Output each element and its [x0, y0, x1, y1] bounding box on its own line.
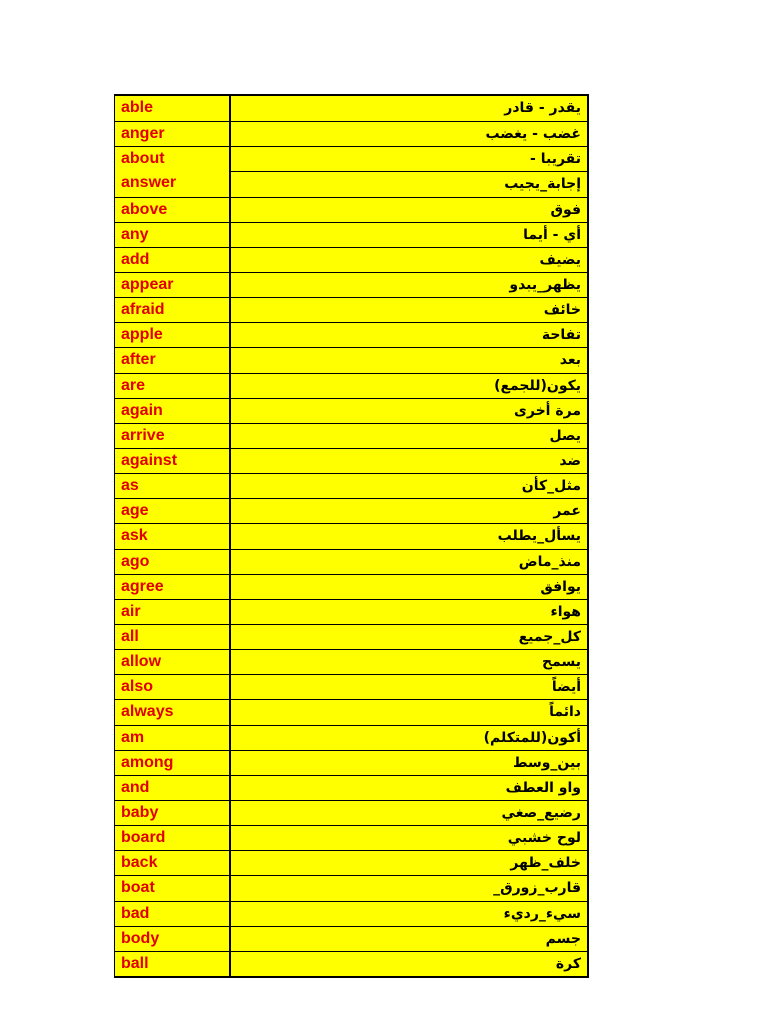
english-word: am	[115, 726, 229, 750]
arabic-translation: يكون(للجمع)	[229, 374, 587, 398]
arabic-translation: أي - أيما	[229, 223, 587, 247]
arabic-translation: أكون(للمتكلم)	[229, 726, 587, 750]
english-word: ago	[115, 550, 229, 574]
english-word: also	[115, 675, 229, 699]
english-word: always	[115, 700, 229, 724]
vocab-row	[115, 800, 587, 825]
english-word: age	[115, 499, 229, 523]
vocab-row	[115, 197, 587, 222]
arabic-translation: كرة	[229, 952, 587, 976]
arabic-translation: يوافق	[229, 575, 587, 599]
arabic-translation: خائف	[229, 298, 587, 322]
english-word: board	[115, 826, 229, 850]
arabic-translation: فوق	[229, 198, 587, 222]
arabic-translation: غضب - يغضب	[229, 122, 587, 146]
arabic-translation: خلف_ظهر	[229, 851, 587, 875]
english-word: arrive	[115, 424, 229, 448]
vocab-row	[115, 951, 587, 976]
vocab-row	[115, 121, 587, 146]
vocab-row	[115, 674, 587, 699]
english-word: air	[115, 600, 229, 624]
english-word: body	[115, 927, 229, 951]
arabic-translation: بين_وسط	[229, 751, 587, 775]
vocabulary-table	[114, 94, 589, 978]
arabic-translation: أيضاً	[229, 675, 587, 699]
vocab-row	[115, 624, 587, 649]
english-word: allow	[115, 650, 229, 674]
english-word: anger	[115, 122, 229, 146]
arabic-translation: رضيع_صغي	[229, 801, 587, 825]
arabic-translation: يظهر_يبدو	[229, 273, 587, 297]
vocab-row	[115, 850, 587, 875]
english-word: any	[115, 223, 229, 247]
english-word: afraid	[115, 298, 229, 322]
vocab-row	[115, 523, 587, 548]
arabic-translation: يضيف	[229, 248, 587, 272]
vocab-row	[115, 825, 587, 850]
vocab-row	[115, 322, 587, 347]
arabic-translation: مثل_كأن	[229, 474, 587, 498]
vocab-row	[115, 347, 587, 372]
arabic-translation: يصل	[229, 424, 587, 448]
vocab-row	[115, 247, 587, 272]
english-word: bad	[115, 902, 229, 926]
arabic-translation: بعد	[229, 348, 587, 372]
vocab-row	[115, 699, 587, 724]
vocab-row	[115, 171, 587, 196]
vocab-row	[115, 146, 587, 171]
english-word: about	[115, 147, 229, 171]
arabic-translation: منذ_ماض	[229, 550, 587, 574]
vocab-row	[115, 599, 587, 624]
vocab-row	[115, 775, 587, 800]
arabic-translation: واو العطف	[229, 776, 587, 800]
english-word: again	[115, 399, 229, 423]
arabic-translation: جسم	[229, 927, 587, 951]
arabic-translation: مرة أخرى	[229, 399, 587, 423]
arabic-translation: ضد	[229, 449, 587, 473]
arabic-translation: تقريبا -	[229, 147, 587, 171]
arabic-translation: قارب_زورق_	[229, 876, 587, 900]
arabic-translation: يسمح	[229, 650, 587, 674]
vocab-row	[115, 448, 587, 473]
english-word: boat	[115, 876, 229, 900]
arabic-translation: كل_جميع	[229, 625, 587, 649]
vocab-row	[115, 549, 587, 574]
vocab-row	[115, 649, 587, 674]
english-word: and	[115, 776, 229, 800]
arabic-translation: سيء_رديء	[229, 902, 587, 926]
english-word: ball	[115, 952, 229, 976]
vocab-row	[115, 498, 587, 523]
english-word: add	[115, 248, 229, 272]
vocab-row	[115, 725, 587, 750]
arabic-translation: يقدر - قادر	[229, 96, 587, 121]
vocab-row	[115, 875, 587, 900]
vocab-row	[115, 398, 587, 423]
vocab-row	[115, 222, 587, 247]
english-word: baby	[115, 801, 229, 825]
vocab-row	[115, 373, 587, 398]
english-word: ask	[115, 524, 229, 548]
vocab-row	[115, 96, 587, 121]
english-word: able	[115, 96, 229, 121]
arabic-translation: يسأل_يطلب	[229, 524, 587, 548]
english-word: are	[115, 374, 229, 398]
english-word: all	[115, 625, 229, 649]
english-word: after	[115, 348, 229, 372]
english-word: agree	[115, 575, 229, 599]
english-word: apple	[115, 323, 229, 347]
vocab-row	[115, 901, 587, 926]
vocab-row	[115, 473, 587, 498]
english-word: above	[115, 198, 229, 222]
vocab-row	[115, 574, 587, 599]
vocab-row	[115, 926, 587, 951]
english-word: among	[115, 751, 229, 775]
english-word: as	[115, 474, 229, 498]
english-word: appear	[115, 273, 229, 297]
arabic-translation: عمر	[229, 499, 587, 523]
vocab-row	[115, 272, 587, 297]
arabic-translation: لوح خشبي	[229, 826, 587, 850]
vocab-row	[115, 750, 587, 775]
vocab-row	[115, 297, 587, 322]
english-word: answer	[115, 171, 229, 196]
arabic-translation: دائماً	[229, 700, 587, 724]
vocab-row	[115, 423, 587, 448]
english-word: against	[115, 449, 229, 473]
arabic-translation: تفاحة	[229, 323, 587, 347]
english-word: back	[115, 851, 229, 875]
arabic-translation: إجابة_يجيب	[229, 171, 587, 196]
arabic-translation: هواء	[229, 600, 587, 624]
